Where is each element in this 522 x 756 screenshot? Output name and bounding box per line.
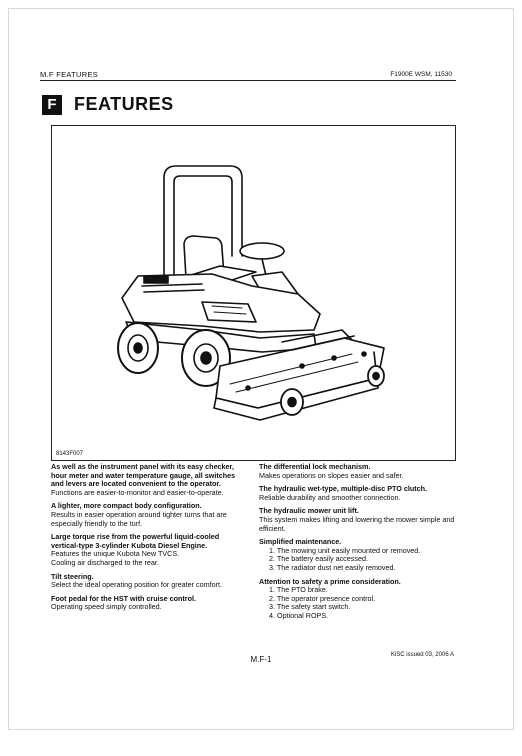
feature-block <box>51 573 247 590</box>
feature-text: Makes operations on slopes easier and safer. <box>259 470 404 480</box>
feature-heading: Attention to safety a prime consideration. <box>259 576 401 586</box>
feature-text: Results in easier operation around tighter turns that are especially friendly to the turf. <box>51 509 227 528</box>
list-item: 2. The operator presence control. <box>269 593 376 603</box>
mower-illustration-frame <box>51 125 456 461</box>
feature-block <box>259 485 455 502</box>
list-item: 1. The mowing unit easily mounted or removed. <box>269 545 421 555</box>
feature-block <box>259 538 455 572</box>
feature-text: Cooling air discharged to the rear. <box>51 557 159 567</box>
feature-heading: Large torque rise from the powerful liquid-cooled vertical-type 3-cylinder Kubota Diesel Engine. <box>51 532 220 550</box>
front-mower-illustration <box>52 126 455 460</box>
list-item: 3. The safety start switch. <box>269 602 351 612</box>
section-header: M.F FEATURES <box>40 70 99 79</box>
features-left-column <box>51 463 247 617</box>
page-number: M.F-1 <box>250 655 272 664</box>
feature-block <box>259 507 455 533</box>
feature-text: Select the ideal operating position for greater comfort. <box>51 580 222 590</box>
section-badge: F <box>42 95 62 115</box>
feature-heading: A lighter, more compact body configuration. <box>51 501 202 511</box>
feature-block <box>259 463 455 480</box>
title-row <box>42 94 174 115</box>
feature-block <box>51 463 247 497</box>
feature-heading: As well as the instrument panel with its easy checker, hour meter and water temperature gauge, all switches and levers are located convenient to the operator. <box>51 462 236 489</box>
document-code: F1900E WSM, 11530 <box>390 71 452 78</box>
feature-text: Features the unique Kubota New TVCS. <box>51 549 180 559</box>
feature-text: Functions are easier-to-monitor and easier-to-operate. <box>51 487 224 497</box>
feature-heading: Foot pedal for the HST with cruise control. <box>51 593 196 603</box>
list-item: 1. The PTO brake. <box>269 585 328 595</box>
figure-code: 8143F007 <box>56 451 84 457</box>
list-item: 4. Optional ROPS. <box>269 610 329 620</box>
feature-heading: The hydraulic mower unit lift. <box>259 506 359 516</box>
issue-note: KiSC issued 03, 2006 A <box>390 652 454 658</box>
feature-block <box>51 595 247 612</box>
feature-heading: Tilt steering. <box>51 571 94 581</box>
list-item: 3. The radiator dust net easily removed. <box>269 562 396 572</box>
feature-text: This system makes lifting and lowering the mower simple and efficient. <box>259 514 455 533</box>
feature-block <box>51 502 247 528</box>
feature-heading: Simplified maintenance. <box>259 537 342 547</box>
feature-block <box>51 533 247 567</box>
feature-heading: The differential lock mechanism. <box>259 462 371 471</box>
features-right-column <box>259 463 455 626</box>
page-title: FEATURES <box>74 94 174 114</box>
header-rule <box>40 80 456 81</box>
feature-text: Reliable durability and smoother connection. <box>259 492 401 502</box>
feature-block <box>259 578 455 621</box>
list-item: 2. The battery easily accessed. <box>269 554 368 564</box>
feature-heading: The hydraulic wet-type, multiple-disc PTO clutch. <box>259 484 428 494</box>
feature-text: Operating speed simply controlled. <box>51 602 162 612</box>
